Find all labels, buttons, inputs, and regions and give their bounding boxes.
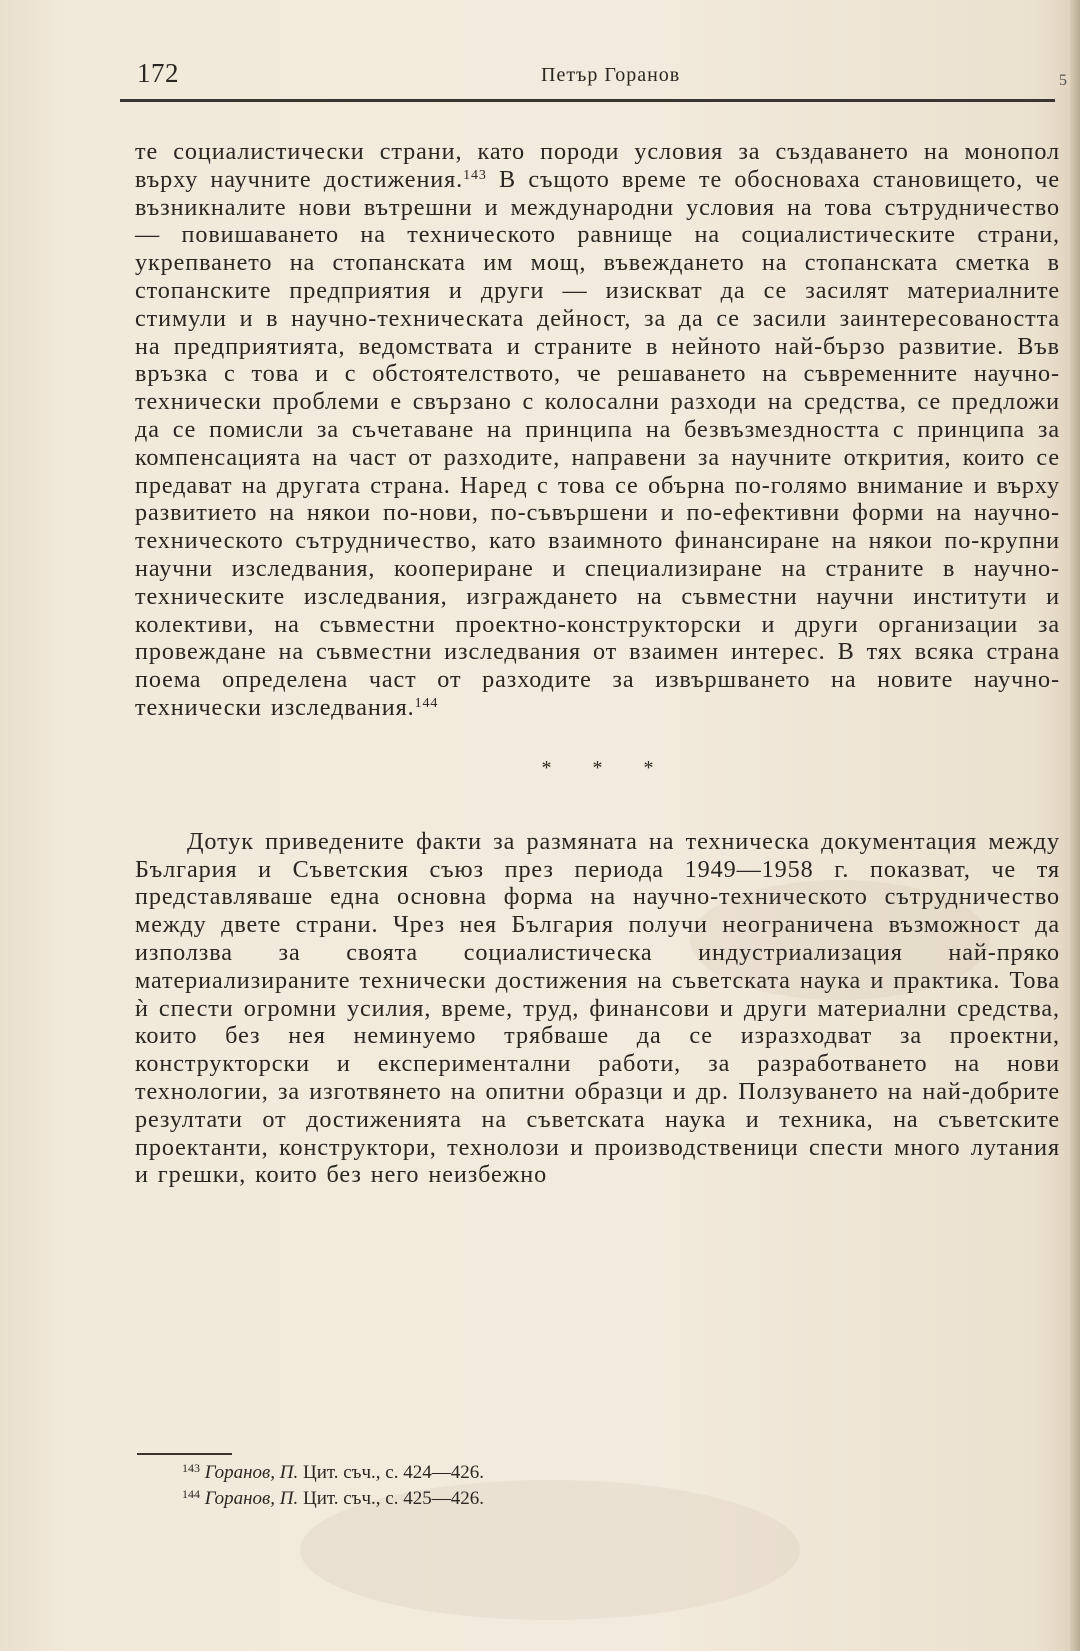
paragraph-1-part-2: В същото време те обосноваха становището, че възникналите нови вътрешни и международни условия на това сътрудничество — повишаването на техническото равнище на социалистическите страни, укрепването на стопанската им мощ, въвеждането на стопанската сметка в стопанските предприятия и други — изискват да се засилят материалните стимули и в научно-техническата дейност, за да се засили заинтересоваността на предприятията, ведомствата и страните в нейното най-бързо развитие. Във връзка с това и с обстоятелството, че решаването на съвременните научно-технически проблеми е свързано с колосални разходи на средства, се предложи да се помисли за съчетаване на принципа на безвъзмездността с принципа за компенсацията на част от разходите, направени за научните открития, които се предават на другата страна. Наред с това се обърна по-голямо внимание и върху развитието на някои по-нови, по-съвършени и по-ефективни форми на научно-техническото сътрудничество, като взаимното финансиране на някои по-крупни научни изследвания, коопериране и специализиране на страните в научно-техническите изследвания, изграждането на съвместни научни институти и колективи, на съвместни проектно-конструкторски и други организации за провеждане на съвместни изследвания от взаимен интерес. В тях всяка страна поема определена част от разходите за извършването на новите научно-технически изследвания. bbox=[135, 165, 1060, 721]
paragraph-1 bbox=[135, 138, 1060, 722]
footnote-number: 143 bbox=[182, 1461, 200, 1475]
footnote-author: Горанов, П. bbox=[204, 1488, 299, 1509]
footnotes bbox=[182, 1460, 1042, 1512]
footnote-rule bbox=[137, 1453, 232, 1455]
footnote-number: 144 bbox=[182, 1487, 200, 1501]
footnote-text: Цит. съч., с. 425—426. bbox=[298, 1488, 484, 1509]
footnote-author: Горанов, П. bbox=[204, 1462, 299, 1483]
page-header bbox=[137, 58, 1067, 98]
body-text bbox=[135, 138, 1060, 1189]
running-head: Петър Горанов bbox=[541, 64, 681, 86]
page-edge bbox=[1070, 0, 1080, 1651]
paragraph-1-part-1: те социалистически страни, като породи условия за създаването на монопол върху научните достижения. bbox=[135, 138, 1060, 193]
section-separator: * * * bbox=[541, 756, 672, 779]
footnote-ref-144[interactable]: 144 bbox=[414, 695, 439, 711]
edge-mark: 5 bbox=[1059, 72, 1067, 89]
paragraph-2: Дотук приведените факти за размяната на техническа документация между България и Съветския съюз през периода 1949—1958 г. показват, че тя представляваше една основна форма на научно-техническото сътрудничество между двете страни. Чрез нея България получи неограничена възможност да използва за своята социалистическа индустриализация най-пряко материализираните технически достижения на съветската наука и практика. Това ѝ спести огромни усилия, време, труд, финансови и други материални средства, които без нея неминуемо трябваше да се изразходват за проектни, конструкторски и експериментални работи, за разработването на нови технологии, за изготвянето на опитни образци и др. Ползуването на най-добрите резултати от достиженията на съветската наука и техника, на съветските проектанти, конструктори, технолози и производственици спести много лутания и грешки, които без него неизбежно bbox=[135, 827, 1060, 1189]
footnote-text: Цит. съч., с. 424—426. bbox=[298, 1462, 484, 1483]
footnote-143 bbox=[182, 1460, 1042, 1486]
header-rule bbox=[120, 99, 1055, 102]
footnote-144 bbox=[182, 1486, 1042, 1512]
footnote-ref-143[interactable]: 143 bbox=[463, 167, 487, 183]
page-number: 172 bbox=[137, 58, 179, 88]
